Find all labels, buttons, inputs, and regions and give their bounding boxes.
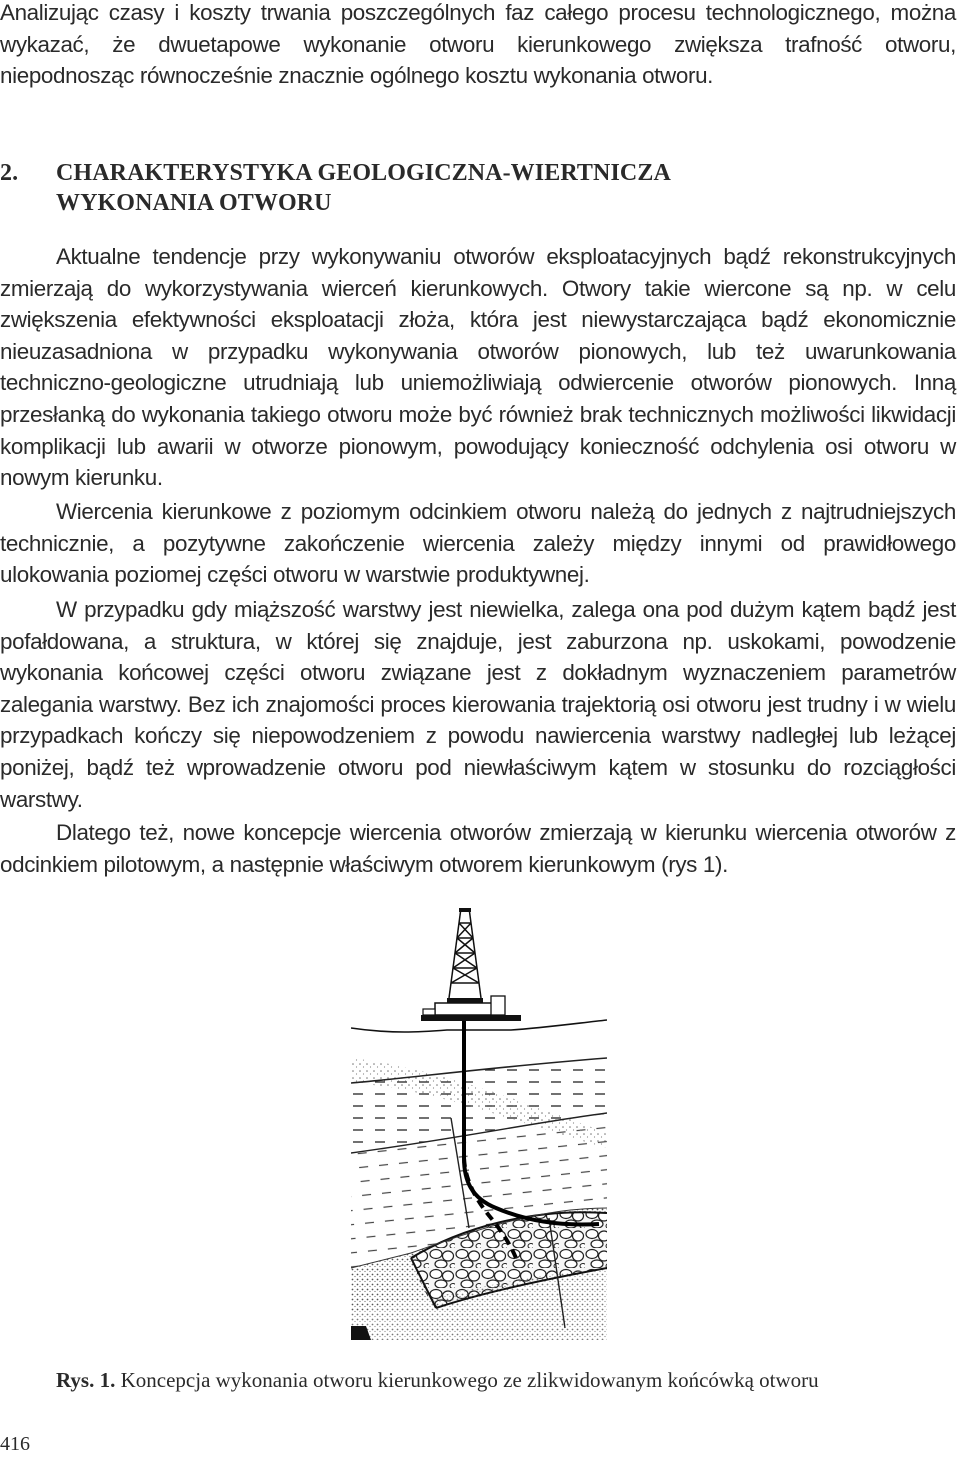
section-heading [0, 158, 900, 218]
figure-label: Rys. 1. [56, 1368, 116, 1392]
section-title-line1: CHARAKTERYSTYKA GEOLOGICZNA-WIERTNICZA [56, 160, 671, 186]
body-paragraph-4: Dlatego też, nowe koncepcje wiercenia otworów zmierzają w kierunku wiercenia otworów z odcinkiem pilotowym, a następnie właściwym otworem kierunkowym (rys 1). [0, 820, 956, 877]
body-paragraph-3: W przypadku gdy miąższość warstwy jest niewielka, zalega ona pod dużym kątem bądź jest pofałdowana, a struktura, w której się znajduje, jest zaburzona np. uskokami, powodzenie wykonania końcowej części otworu związane jest z dokładnym wyznaczeniem parametrów zalegania warstwy. Bez ich znajomości proces kierowania trajektorią osi otworu jest trudny i w wielu przypadkach kończy się niepowodzeniem z powodu nawiercenia warstwy nadległej lub leżącej poniżej, bądź też wprowadzenie otworu pod niewłaściwym kątem w stosunku do rozciągłości warstwy. [0, 597, 956, 812]
section-title-line2: WYKONANIA OTWORU [56, 190, 332, 216]
body-paragraph-2: Wiercenia kierunkowe z poziomym odcinkiem otworu należą do jednych z najtrudniejszych technicznie, a pozytywne zakończenie wiercenia zależy między innymi od prawidłowego ulokowania poziomej części otworu w warstwie produktywnej. [0, 499, 956, 588]
figure-caption [56, 1366, 819, 1394]
figure-caption-text: Koncepcja wykonania otworu kierunkowego ze zlikwidowanym końcówką otworu [120, 1368, 819, 1392]
geological-cross-section-figure [351, 908, 607, 1340]
intro-paragraph: Analizując czasy i koszty trwania poszczególnych faz całego procesu technologicznego, można wykazać, że dwuetapowe wykonanie otworu kierunkowego zwiększa trafność otworu, niepodnosząc równocześnie znacznie ogólnego kosztu wykonania otworu. [0, 0, 956, 89]
page-number: 416 [0, 1433, 30, 1455]
section-number: 2. [0, 160, 19, 186]
body-paragraph-1: Aktualne tendencje przy wykonywaniu otworów eksploatacyjnych bądź rekonstrukcyjnych zmierzają do wykorzystywania wierceń kierunkowych. Otwory takie wiercone są np. w celu zwiększenia efektywności eksploatacji złoża, która jest niewystarczająca bądź ekonomicznie nieuzasadniona w przypadku wykonywania otworów pionowych, lub też uwarunkowania techniczno-geologiczne utrudniają lub uniemożliwiają odwiercenie otworów pionowych. Inną przesłanką do wykonania takiego otworu może być również brak technicznych możliwości likwidacji komplikacji lub awarii w otworze pionowym, powodujący konieczność odchylenia osi otworu w nowym kierunku. [0, 244, 956, 491]
